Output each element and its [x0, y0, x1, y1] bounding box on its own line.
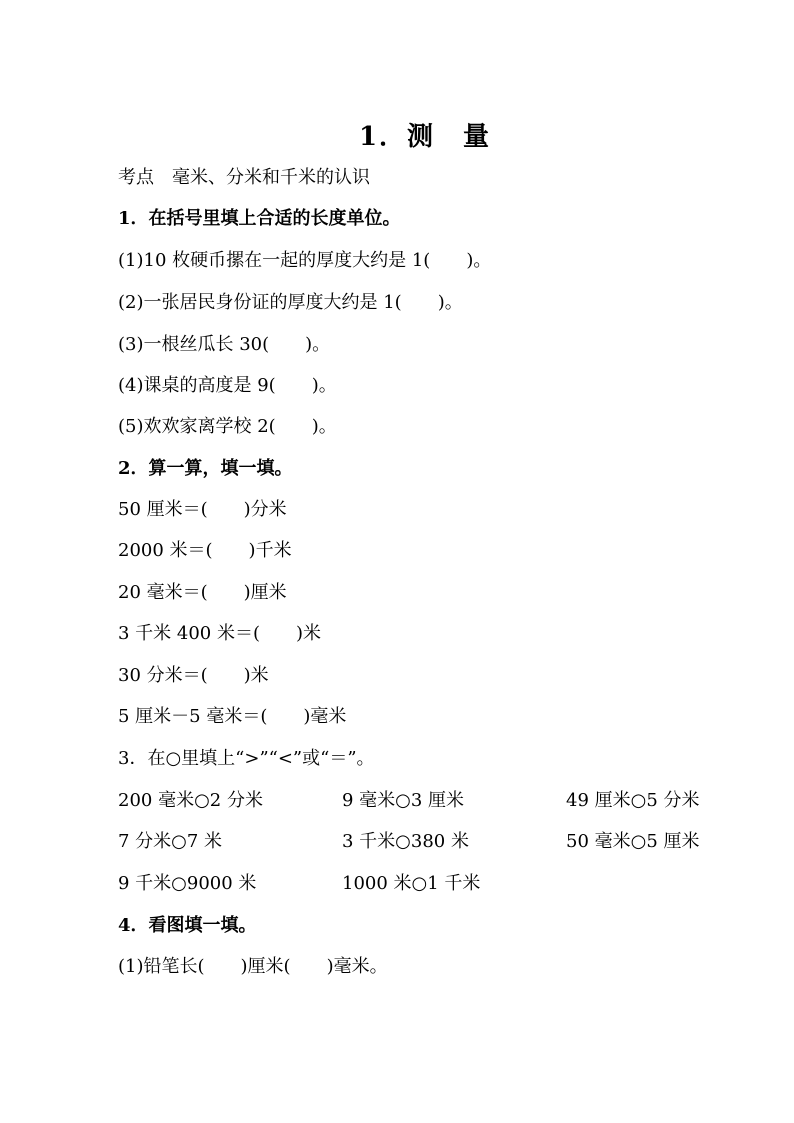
question-2-heading: 2．算一算，填一填。	[118, 458, 293, 479]
question-1-item-4: (4)课桌的高度是 9( )。	[118, 375, 337, 396]
question-2-item-1: 50 厘米＝( )分米	[118, 499, 287, 520]
compare-item: 1000 米○1 千米	[342, 873, 481, 894]
question-1-item-5: (5)欢欢家离学校 2( )。	[118, 416, 337, 437]
question-3-heading: 3．在○里填上“>”“<”或“＝”。	[118, 748, 375, 769]
question-2-item-6: 5 厘米－5 毫米＝( )毫米	[118, 706, 347, 727]
question-2-item-2: 2000 米＝( )千米	[118, 540, 292, 561]
question-2-item-5: 30 分米＝( )米	[118, 665, 269, 686]
compare-item: 9 千米○9000 米	[118, 873, 257, 894]
topic-line: 考点 毫米、分米和千米的认识	[118, 167, 370, 188]
page-title: 1．测 量	[358, 122, 492, 152]
compare-item: 50 毫米○5 厘米	[566, 831, 700, 852]
question-4-item-1: (1)铅笔长( )厘米( )毫米。	[118, 956, 388, 977]
question-2-item-4: 3 千米 400 米＝( )米	[118, 623, 322, 644]
question-1-heading: 1．在括号里填上合适的长度单位。	[118, 208, 401, 229]
compare-item: 9 毫米○3 厘米	[342, 790, 465, 811]
compare-item: 49 厘米○5 分米	[566, 790, 700, 811]
compare-item: 200 毫米○2 分米	[118, 790, 263, 811]
question-1-item-1: (1)10 枚硬币摞在一起的厚度大约是 1( )。	[118, 250, 492, 271]
compare-item: 3 千米○380 米	[342, 831, 469, 852]
question-1-item-3: (3)一根丝瓜长 30( )。	[118, 334, 331, 355]
question-4-heading: 4．看图填一填。	[118, 915, 257, 936]
compare-item: 7 分米○7 米	[118, 831, 223, 852]
question-2-item-3: 20 毫米＝( )厘米	[118, 582, 287, 603]
question-1-item-2: (2)一张居民身份证的厚度大约是 1( )。	[118, 292, 463, 313]
